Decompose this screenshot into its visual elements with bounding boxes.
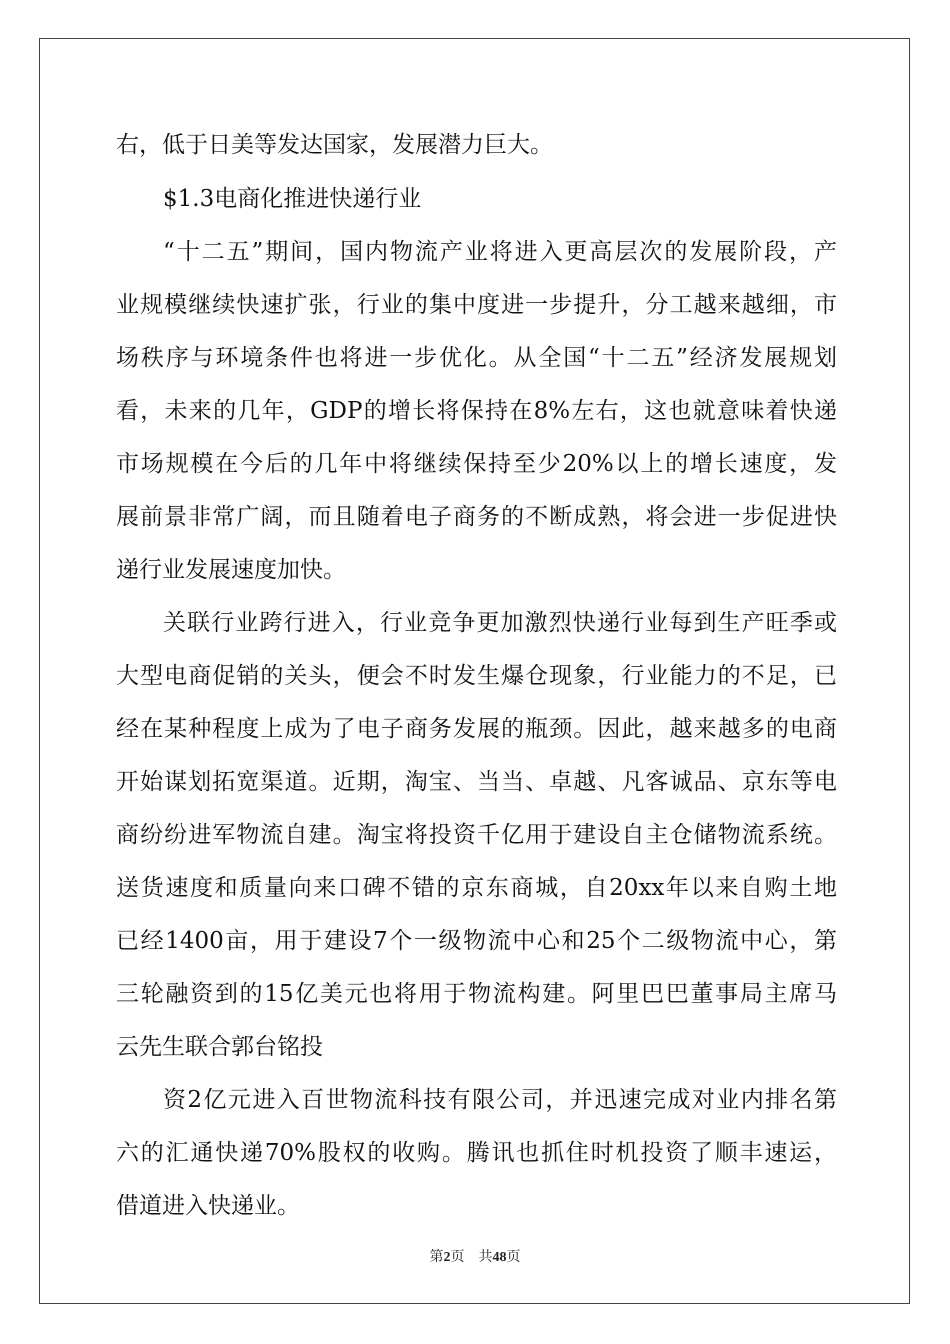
text-line: “十二五”期间，国内物流产业将进入更高层次的发展阶段，产 [163, 239, 837, 265]
text-line: 送货速度和质量向来口碑不错的京东商城，自20xx年以来自购土地 [116, 875, 837, 901]
total-prefix: 共 [478, 1250, 493, 1265]
text-line: 三轮融资到的15亿美元也将用于物流构建。阿里巴巴董事局主席马 [116, 981, 837, 1007]
text-line: 资2亿元进入百世物流科技有限公司，并迅速完成对业内排名第 [163, 1087, 837, 1113]
text-line: 场秩序与环境条件也将进一步优化。从全国“十二五”经济发展规划 [116, 345, 837, 371]
text-line: 右，低于日美等发达国家，发展潜力巨大。 [116, 132, 553, 158]
text-line: 关联行业跨行进入，行业竞争更加激烈快递行业每到生产旺季或 [163, 610, 837, 636]
page-footer [0, 1246, 950, 1266]
text-line: 商纷纷进军物流自建。淘宝将投资千亿用于建设自主仓储物流系统。 [116, 822, 837, 848]
text-line: 看，未来的几年，GDP的增长将保持在8%左右，这也就意味着快递 [116, 398, 837, 424]
total-pages: 48 [492, 1250, 507, 1265]
text-line: 开始谋划拓宽渠道。近期，淘宝、当当、卓越、凡客诚品、京东等电 [116, 769, 837, 795]
page-suffix: 页 [450, 1250, 465, 1265]
total-suffix: 页 [506, 1250, 521, 1265]
text-line: 展前景非常广阔，而且随着电子商务的不断成熟，将会进一步促进快 [116, 504, 837, 530]
text-line: 云先生联合郭台铭投 [116, 1034, 323, 1060]
text-line: 经在某种程度上成为了电子商务发展的瓶颈。因此，越来越多的电商 [116, 716, 837, 742]
text-line: 业规模继续快速扩张，行业的集中度进一步提升，分工越来越细，市 [116, 292, 837, 318]
page-prefix: 第 [429, 1250, 444, 1265]
section-heading: $1.3电商化推进快递行业 [163, 186, 422, 212]
text-line: 已经1400亩，用于建设7个一级物流中心和25个二级物流中心，第 [116, 928, 837, 954]
text-line: 借道进入快递业。 [116, 1193, 300, 1219]
text-line: 市场规模在今后的几年中将继续保持至少20%以上的增长速度，发 [116, 451, 837, 477]
text-line: 大型电商促销的关头，便会不时发生爆仓现象，行业能力的不足，已 [116, 663, 837, 689]
text-line: 六的汇通快递70%股权的收购。腾讯也抓住时机投资了顺丰速运， [116, 1140, 837, 1166]
page-number: 2 [443, 1250, 451, 1265]
text-line: 递行业发展速度加快。 [116, 557, 346, 583]
